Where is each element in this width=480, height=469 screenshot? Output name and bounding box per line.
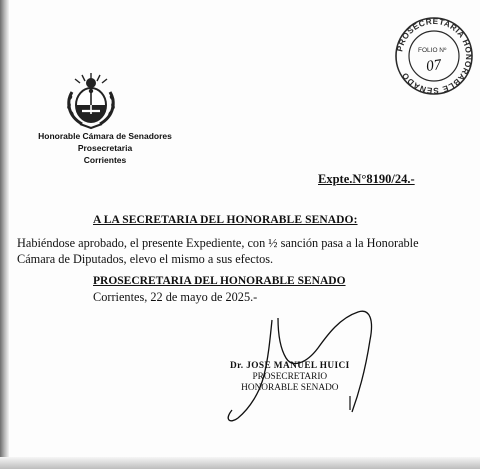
issuing-office: PROSECRETARIA DEL HONORABLE SENADO — [93, 275, 346, 287]
body-paragraph — [17, 235, 437, 267]
institution-name: Honorable Cámara de Senadores — [38, 131, 172, 141]
file-number: Expte.N°8190/24.- — [318, 172, 415, 186]
svg-text:PROSECRETARIA HONORABLE SENADO — [395, 17, 473, 95]
body-line-1: Habiéndose aprobado, el presente Expediente, con ½ sanción pasa a la Honorable — [17, 236, 419, 250]
office-name: Prosecretaria — [77, 143, 133, 153]
city-name: Corrientes — [83, 155, 127, 165]
signature-block — [230, 361, 350, 394]
addressee-heading: A LA SECRETARIA DEL HONORABLE SENADO: — [93, 214, 358, 226]
stamp-ring-text: PROSECRETARIA HONORABLE SENADO — [395, 16, 474, 96]
folio-stamp — [392, 14, 476, 98]
body-line-2: Cámara de Diputados, elevo el mismo a sus efectos. — [17, 252, 274, 266]
coat-of-arms-icon — [60, 70, 122, 132]
page-edge-shadow — [0, 0, 9, 469]
signatory-body: HONORABLE SENADO — [241, 383, 339, 393]
place-and-date: Corrientes, 22 de mayo de 2025.- — [93, 290, 258, 304]
signatory-name: Dr. JOSE MANUEL HUICI — [230, 361, 350, 371]
page-bottom-edge — [0, 457, 480, 469]
stamp-folio-label: FOLIO Nº — [418, 47, 447, 54]
signatory-title: PROSECRETARIO — [252, 372, 328, 382]
institution-header — [20, 130, 190, 166]
stamp-folio-number: 07 — [425, 57, 443, 76]
